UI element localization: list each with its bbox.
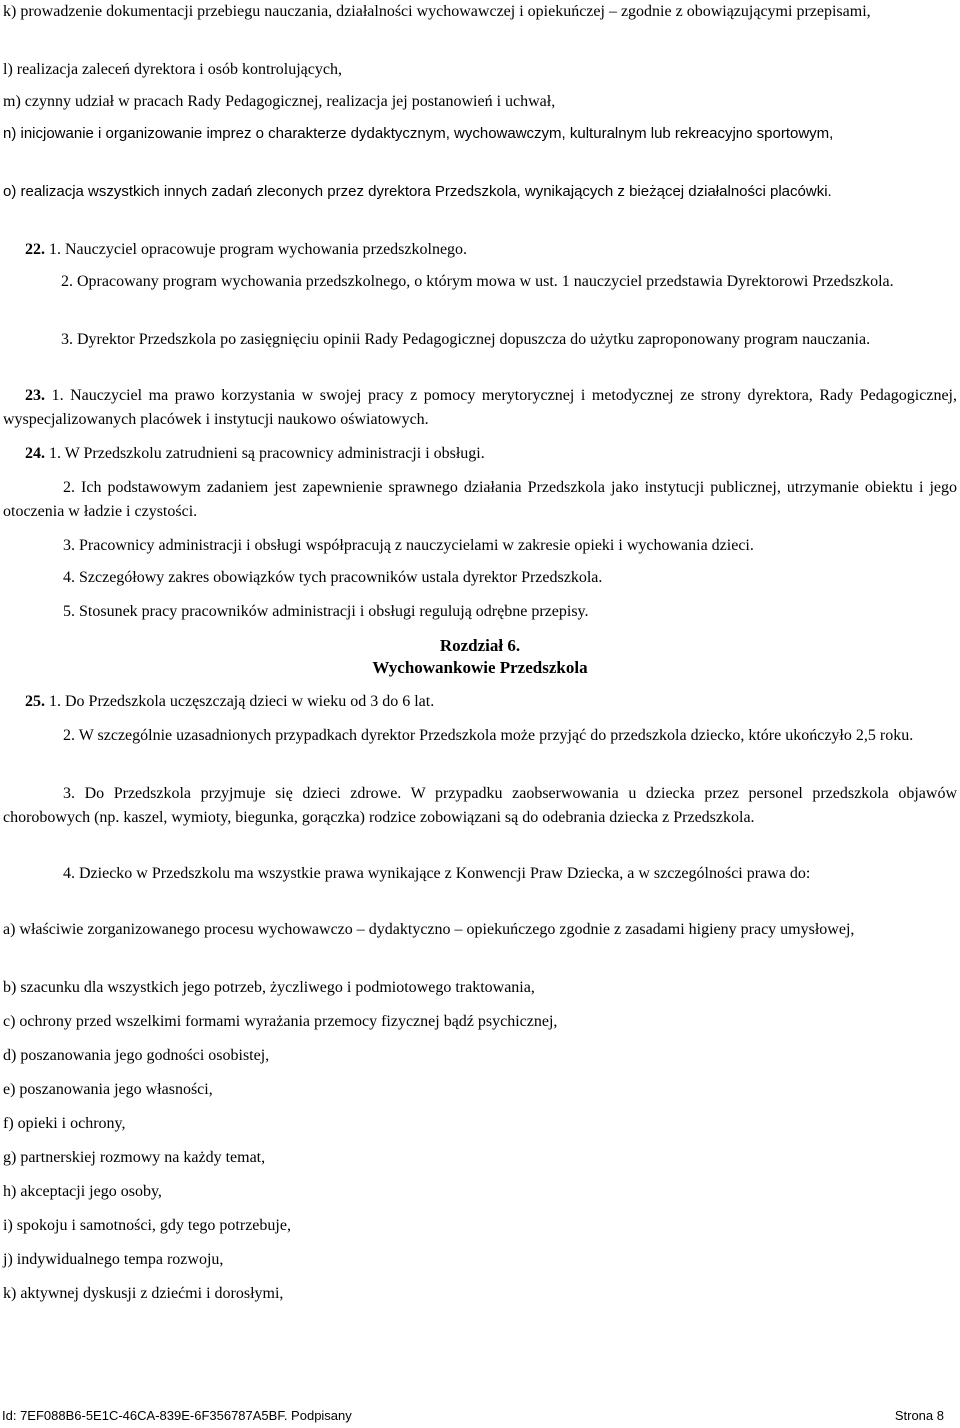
right-item-h: h) akceptacji jego osoby, [3,1183,162,1200]
paragraph-22-point-3: 3. Dyrektor Przedszkola po zasięgnięciu opinii Rady Pedagogicznej dopuszcza do użytku zaproponowany program nauczania. [61,331,871,348]
page-number: Strona 8 [894,1408,944,1423]
list-item-n: n) inicjowanie i organizowanie imprez o charakterze dydaktycznym, wychowawczym, kulturalnym lub rekreacyjno sportowym, [3,125,834,142]
paragraph-24-point-1 [25,442,957,466]
list-item-l: l) realizacja zaleceń dyrektora i osób kontrolujących, [3,61,342,78]
right-item-e: e) poszanowania jego własności, [3,1081,213,1098]
paragraph-24-point-3: 3. Pracownicy administracji i obsługi współpracują z nauczycielami w zakresie opieki i wychowania dzieci. [63,537,754,554]
paragraph-22-point-1 [25,238,957,262]
paragraph-24-point-4: 4. Szczegółowy zakres obowiązków tych pracowników ustala dyrektor Przedszkola. [63,569,603,586]
paragraph-number: 25. [25,693,45,710]
paragraph-number: 22. [25,241,45,258]
right-item-f: f) opieki i ochrony, [3,1115,126,1132]
right-item-a: a) właściwie zorganizowanego procesu wychowawczo – dydaktyczno – opiekuńczego zgodnie z zasadami higieny pracy umysłowej, [3,921,855,938]
paragraph-text: 1. Nauczyciel ma prawo korzystania w swojej pracy z pomocy merytorycznej i metodycznej ze strony dyrektora, Rady Pedagogicznej, wyspecjalizowanych placówek i instytucji naukowo oświatowych. [3,387,958,428]
paragraph-23-point-1 [3,384,957,432]
right-item-k: k) aktywnej dyskusji z dziećmi i dorosłymi, [3,1285,284,1302]
paragraph-22-point-2: 2. Opracowany program wychowania przedszkolnego, o którym mowa w ust. 1 nauczyciel przedstawia Dyrektorowi Przedszkola. [61,273,894,290]
paragraph-number: 23. [25,387,45,404]
document-id: Id: 7EF088B6-5E1C-46CA-839E-6F356787A5BF. Podpisany [2,1408,352,1423]
paragraph-25-point-3: 3. Do Przedszkola przyjmuje się dzieci zdrowe. W przypadku zaobserwowania u dziecka przez personel przedszkola objawów chorobowych (np. kaszel, wymioty, biegunka, gorączka) rodzice zobowiązani są do odebrania dziecka z Przedszkola. [3,785,957,826]
right-item-d: d) poszanowania jego godności osobistej, [3,1047,270,1064]
paragraph-24-point-2: 2. Ich podstawowym zadaniem jest zapewnienie sprawnego działania Przedszkola jako instytucji publicznej, utrzymanie obiektu i jego otoczenia w ładzie i czystości. [3,479,957,520]
paragraph-25-point-2: 2. W szczególnie uzasadnionych przypadkach dyrektor Przedszkola może przyjąć do przedszkola dziecko, które ukończyło 2,5 roku. [63,727,914,744]
right-item-b: b) szacunku dla wszystkich jego potrzeb, życzliwego i podmiotowego traktowania, [3,979,535,996]
paragraph-text: 1. Nauczyciel opracowuje program wychowania przedszkolnego. [49,241,468,258]
list-item-k: k) prowadzenie dokumentacji przebiegu nauczania, działalności wychowawczej i opiekuńczej – zgodnie z obowiązującymi przepisami, [3,3,871,20]
paragraph-25-point-1 [25,690,957,714]
list-item-o: o) realizacja wszystkich innych zadań zleconych przez dyrektora Przedszkola, wynikających z bieżącej działalności placówki. [3,183,832,200]
chapter-title: Wychowankowie Przedszkola [372,658,588,677]
paragraph-text: 1. W Przedszkolu zatrudnieni są pracownicy administracji i obsługi. [49,445,485,462]
right-item-j: j) indywidualnego tempa rozwoju, [3,1251,224,1268]
right-item-g: g) partnerskiej rozmowy na każdy temat, [3,1149,266,1166]
chapter-number: Rozdział 6. [439,636,521,655]
paragraph-25-point-4: 4. Dziecko w Przedszkolu ma wszystkie prawa wynikające z Konwencji Praw Dziecka, a w szczególności prawa do: [63,865,811,882]
paragraph-number: 24. [25,445,45,462]
paragraph-text: 1. Do Przedszkola uczęszczają dzieci w wieku od 3 do 6 lat. [49,693,435,710]
paragraph-24-point-5: 5. Stosunek pracy pracowników administracji i obsługi regulują odrębne przepisy. [63,603,589,620]
right-item-c: c) ochrony przed wszelkimi formami wyrażania przemocy fizycznej bądź psychicznej, [3,1013,558,1030]
list-item-m: m) czynny udział w pracach Rady Pedagogicznej, realizacja jej postanowień i uchwał, [3,93,556,110]
right-item-i: i) spokoju i samotności, gdy tego potrzebuje, [3,1217,291,1234]
